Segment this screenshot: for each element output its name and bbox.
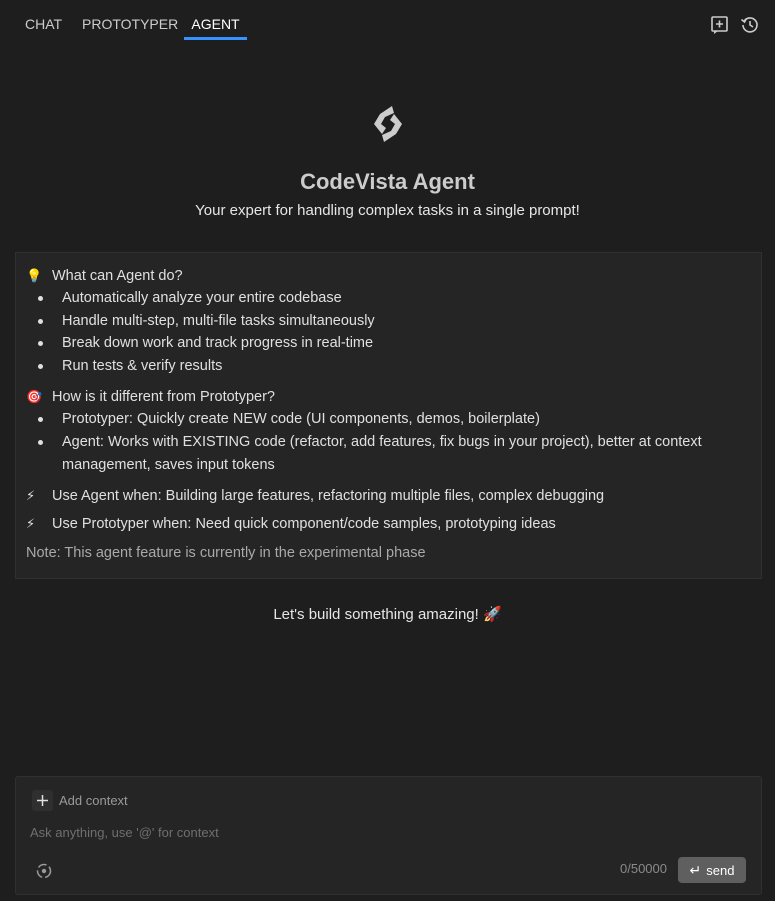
list-item: Automatically analyze your entire codebase (36, 287, 751, 310)
tip-text: Use Agent when: Building large features, refactoring multiple files, complex debugging (52, 488, 605, 505)
agent-subtitle: Your expert for handling complex tasks in a single prompt! (195, 202, 580, 219)
tip-agent (26, 485, 751, 507)
send-label: send (706, 862, 735, 878)
lightning-icon: ⚡ (26, 488, 36, 504)
section-difference-heading (26, 386, 751, 408)
tip-text: Use Prototyper when: Need quick component/code samples, prototyping ideas (52, 516, 556, 533)
enter-icon: ↵ (689, 861, 702, 878)
tip-prototyper (26, 513, 751, 535)
history-icon[interactable] (740, 15, 760, 35)
list-item: Run tests & verify results (36, 355, 751, 378)
send-button[interactable] (678, 857, 746, 883)
prompt-composer (15, 776, 762, 895)
list-item: Agent: Works with EXISTING code (refactor, add features, fix bugs in your project), better at context management, saves input tokens (36, 431, 751, 476)
section-capabilities-heading (26, 265, 751, 287)
experimental-note: Note: This agent feature is currently in the experimental phase (26, 545, 426, 562)
plus-icon (32, 790, 53, 811)
prompt-input[interactable] (30, 821, 745, 843)
tab-chat[interactable]: CHAT (25, 16, 63, 32)
tab-prototyper[interactable]: PROTOTYPER (82, 16, 179, 32)
tagline: Let's build something amazing! 🚀 (273, 606, 502, 623)
agent-mode-icon[interactable] (34, 861, 54, 881)
target-icon: 🎯 (26, 389, 43, 405)
new-chat-icon[interactable] (710, 15, 730, 35)
list-item: Break down work and track progress in real-time (36, 332, 751, 355)
section-title: How is it different from Prototyper? (52, 389, 275, 406)
tab-bar (0, 0, 775, 46)
add-context-button[interactable] (32, 790, 128, 811)
difference-list (36, 408, 751, 476)
tab-agent[interactable]: AGENT (184, 0, 247, 46)
add-context-label: Add context (59, 793, 128, 808)
list-item: Handle multi-step, multi-file tasks simultaneously (36, 310, 751, 333)
agent-info-card (15, 252, 762, 579)
section-title: What can Agent do? (52, 268, 183, 284)
lightbulb-icon: 💡 (26, 268, 43, 283)
lightning-icon: ⚡ (26, 516, 36, 532)
character-counter: 0/50000 (620, 861, 667, 876)
agent-title: CodeVista Agent (300, 169, 475, 194)
codevista-logo-icon (370, 104, 406, 144)
list-item: Prototyper: Quickly create NEW code (UI components, demos, boilerplate) (36, 408, 751, 431)
capabilities-list (36, 287, 751, 377)
